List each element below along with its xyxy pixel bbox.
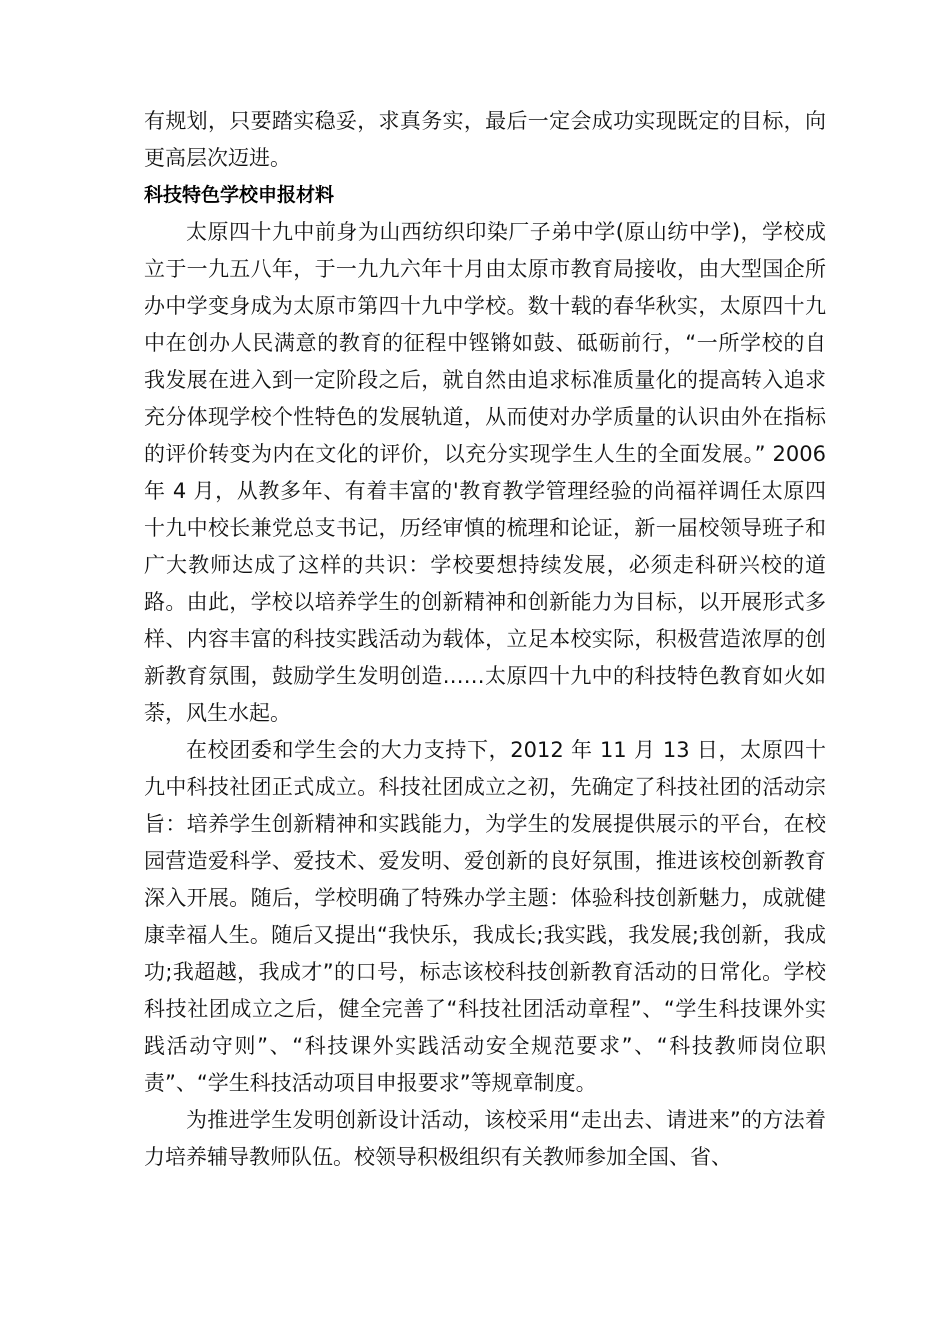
body-paragraph: 太原四十九中前身为山西纺织印染厂子弟中学(原山纺中学)，学校成立于一九五八年，于一九九六年十月由太原市教育局接收，由大型国企所办中学变身成为太原市第四十九中学校。数十载的春华秋实，太原四十九中在创办人民满意的教育的征程中铿锵如鼓、砥砺前行，“一所学校的自我发展在进入到一定阶段之后，就自然由追求标准质量化的提高转入追求充分体现学校个性特色的发展轨道，从而使对办学质量的认识由外在指标的评价转变为内在文化的评价，以充分实现学生人生的全面发展。” 2006 年 4 月，从教多年、有着丰富的'教育教学管理经验的尚福祥调任太原四十九中校长兼党总支书记，历经审慎的梳理和论证，新一届校领导班子和广大教师达成了这样的共识：学校要想持续发展，必须走科研兴校的道路。由此，学校以培养学生的创新精神和创新能力为目标，以开展形式多样、内容丰富的科技实践活动为载体，立足本校实际，积极营造浓厚的创新教育氛围，鼓励学生发明创造……太原四十九中的科技特色教育如火如荼，风生水起。 bbox=[144, 220, 826, 725]
body-paragraph: 在校团委和学生会的大力支持下，2012 年 11 月 13 日，太原四十九中科技社团正式成立。科技社团成立之初，先确定了科技社团的活动宗旨：培养学生创新精神和实践能力，为学生的发展提供展示的平台，在校园营造爱科学、爱技术、爱发明、爱创新的良好氛围，推进该校创新教育深入开展。随后，学校明确了特殊办学主题：体验科技创新魅力，成就健康幸福人生。随后又提出“我快乐，我成长;我实践，我发展;我创新，我成功;我超越，我成才”的口号，标志该校科技创新教育活动的日常化。学校科技社团成立之后，健全完善了“科技社团活动章程”、“学生科技课外实践活动守则”、“科技课外实践活动安全规范要求”、“科技教师岗位职责”、“学生科技活动项目申报要求”等规章制度。 bbox=[144, 738, 826, 1095]
section-heading: 科技特色学校申报材料 bbox=[144, 184, 335, 206]
document-page bbox=[144, 103, 826, 1176]
intro-paragraph: 有规划，只要踏实稳妥，求真务实，最后一定会成功实现既定的目标，向更高层次迈进。 bbox=[144, 109, 826, 170]
body-paragraph: 为推进学生发明创新设计活动，该校采用“走出去、请进来”的方法着力培养辅导教师队伍。校领导积极组织有关教师参加全国、省、 bbox=[144, 1108, 826, 1169]
